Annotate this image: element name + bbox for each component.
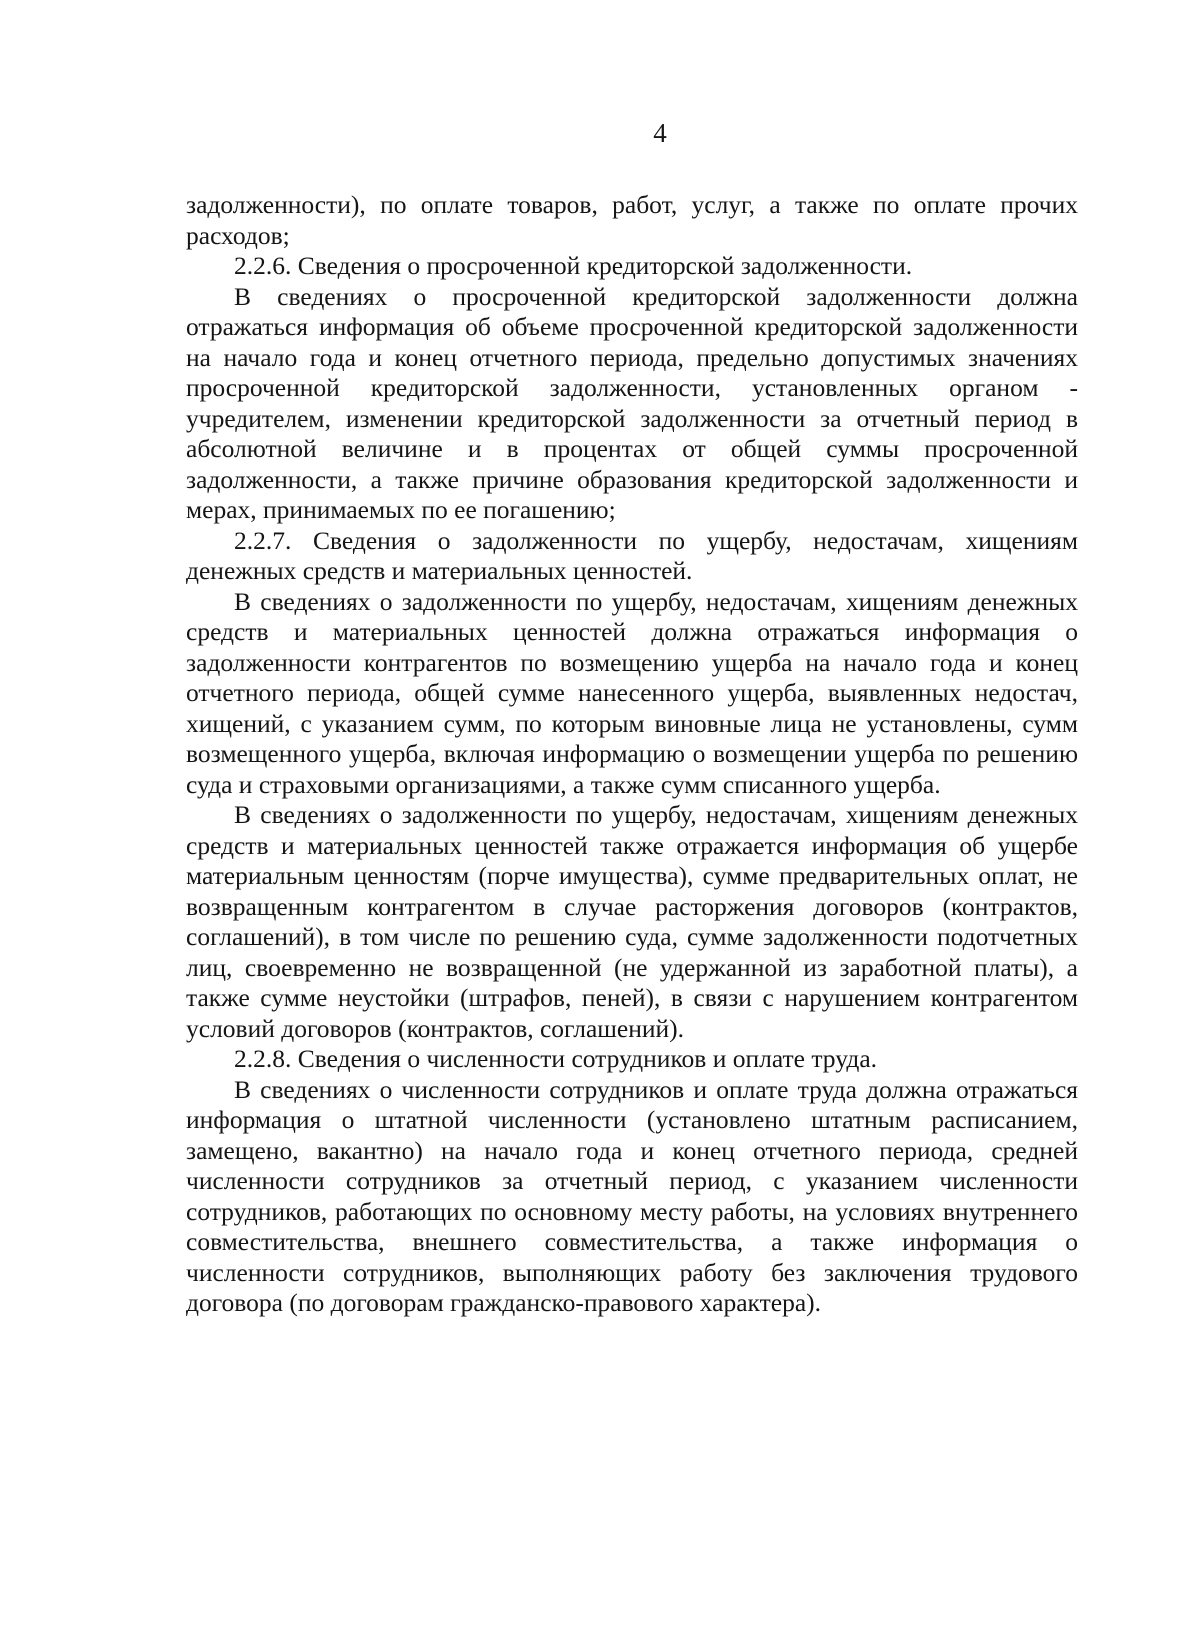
page-number: 4 — [653, 118, 667, 148]
paragraph-continuation: задолженности), по оплате товаров, работ, услуг, а также по оплате прочих расходов; — [186, 190, 1078, 250]
paragraph-damage-debt: В сведениях о задолженности по ущербу, недостачам, хищениям денежных средств и материальных ценностей должна отражаться информация о задолженности контрагентов по возмещению ущерба на начало года и конец отчетного периода, общей сумме нанесенного ущерба, выявленных недостач, хищений, с указанием сумм, по которым виновные лица не установлены, сумм возмещенного ущерба, включая информацию о возмещении ущерба по решению суда и страховыми организациями, а также сумм списанного ущерба. — [186, 586, 1078, 799]
paragraph-overdue-payables: В сведениях о просроченной кредиторской задолженности должна отражаться информация об объеме просроченной кредиторской задолженности на начало года и конец отчетного периода, предельно допустимых значениях просроченной кредиторской задолженности, установленных органом - учредителем, изменении кредиторской задолженности за отчетный период в абсолютной величине и в процентах от общей суммы просроченной задолженности, а также причине образования кредиторской задолженности и мерах, принимаемых по ее погашению; — [186, 281, 1078, 524]
paragraph-damage-debt-additional: В сведениях о задолженности по ущербу, недостачам, хищениям денежных средств и материальных ценностей также отражается информация об ущербе материальным ценностям (порче имущества), сумме предварительных оплат, не возвращенным контрагентом в случае расторжения договоров (контрактов, соглашений), в том числе по решению суда, сумме задолженности подотчетных лиц, своевременно не возвращенной (не удержанной из заработной платы), а также сумме неустойки (штрафов, пеней), в связи с нарушением контрагентом условий договоров (контрактов, соглашений). — [186, 800, 1078, 1043]
section-heading-2-2-7: 2.2.7. Сведения о задолженности по ущербу, недостачам, хищениям денежных средств и материальных ценностей. — [186, 525, 1078, 585]
section-heading-2-2-6: 2.2.6. Сведения о просроченной кредиторской задолженности. — [234, 251, 913, 280]
paragraph-staff-count: В сведениях о численности сотрудников и оплате труда должна отражаться информация о штатной численности (установлено штатным расписанием, замещено, вакантно) на начало года и конец отчетного периода, средней численности сотрудников за отчетный период, с указанием численности сотрудников, работающих по основному месту работы, на условиях внутреннего совместительства, внешнего совместительства, а также информация о численности сотрудников, выполняющих работу без заключения трудового договора (по договорам гражданско-правового характера). — [186, 1074, 1078, 1317]
section-heading-2-2-8: 2.2.8. Сведения о численности сотрудников и оплате труда. — [234, 1044, 878, 1073]
document-body — [186, 190, 1078, 1319]
